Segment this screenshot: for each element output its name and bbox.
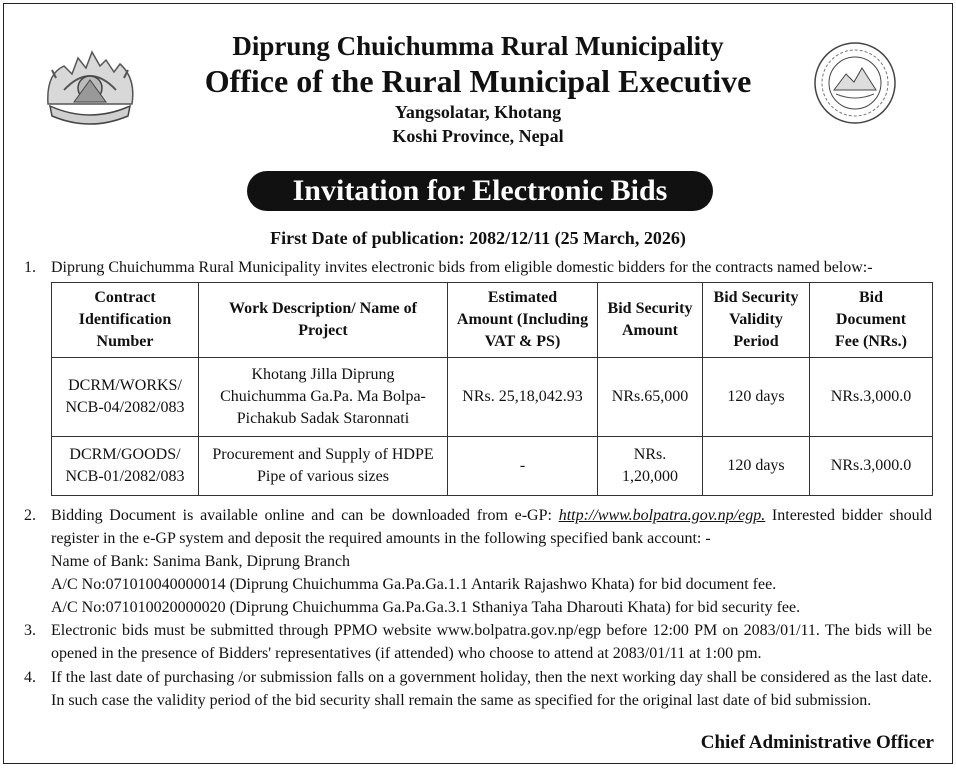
- cell-line: DCRM/WORKS/: [68, 377, 182, 394]
- clause-text: [51, 504, 932, 619]
- clause-text-part: Bidding Document is available online and can be downloaded from e-GP:: [51, 507, 559, 524]
- cell-line: Contract: [94, 289, 156, 306]
- cell-line: NRs.3,000.0: [830, 388, 912, 405]
- col-header-bid-security-amount: [598, 283, 703, 358]
- cell-line: -: [519, 457, 526, 474]
- cell-line: Amount (Including: [456, 311, 589, 328]
- cell-line: 120 days: [727, 388, 785, 405]
- cell-line: NRs. 25,18,042.93: [462, 388, 583, 405]
- cell-line: Pichakub Sadak Staronnati: [236, 410, 410, 427]
- clause-number: 4.: [24, 669, 36, 686]
- clause-text: Electronic bids must be submitted through PPMO website www.bolpatra.gov.np/egp before 12:00 PM on 2083/01/11. The bids will be opened in the presence of Bidders' representatives (if attended) who choose to attend at 2083/01/11 at 1:00 pm.: [51, 622, 932, 662]
- cell-line: Fee (NRs.): [835, 333, 907, 350]
- clause-text: If the last date of purchasing /or submission falls on a government holiday, then the next working day shall be considered as the last date. In such case the validity period of the bid security shall remain the same as specified for the original last date of bid submission.: [51, 669, 932, 709]
- cell-line: Number: [96, 333, 154, 350]
- cell-bid-document-fee: [810, 437, 933, 496]
- signatory-title: Chief Administrative Officer: [700, 732, 934, 753]
- municipality-name: Diprung Chuichumma Rural Municipality: [232, 31, 724, 61]
- cell-estimated-amount: [448, 358, 598, 437]
- col-header-contract-id: [52, 283, 199, 358]
- cell-line: Identification: [78, 311, 172, 328]
- cell-line: Procurement and Supply of HDPE: [212, 446, 434, 463]
- notice-page: [3, 3, 953, 764]
- cell-line: NRs.: [633, 446, 667, 463]
- cell-line: Period: [733, 333, 779, 350]
- table-header-row: [52, 283, 933, 358]
- cell-line: Estimated: [487, 289, 558, 306]
- cell-bid-security-amount: [598, 358, 703, 437]
- cell-line: NCB-01/2082/083: [65, 468, 185, 485]
- cell-line: Bid: [858, 289, 883, 306]
- cell-bid-document-fee: [810, 358, 933, 437]
- cell-line: DCRM/GOODS/: [69, 446, 181, 463]
- col-header-bid-document-fee: [810, 283, 933, 358]
- cell-bid-security-validity: [703, 358, 810, 437]
- office-name: Office of the Rural Municipal Executive: [204, 63, 752, 99]
- cell-line: NRs.3,000.0: [830, 457, 912, 474]
- cell-line: Project: [298, 322, 348, 339]
- col-header-estimated-amount: [448, 283, 598, 358]
- clause-number: 1.: [24, 259, 36, 276]
- account-document-fee: A/C No:071010040000014 (Diprung Chuichumma Ga.Pa.Ga.1.1 Antarik Rajashwo Khata) for bid document fee.: [51, 576, 777, 593]
- table-row: [52, 437, 933, 496]
- clause-3: [24, 619, 932, 665]
- cell-line: Bid Security: [713, 289, 799, 306]
- cell-line: Work Description/ Name of: [229, 300, 417, 317]
- clause-4: [24, 666, 932, 712]
- cell-estimated-amount: [448, 437, 598, 496]
- clause-1: [24, 256, 932, 279]
- bank-name: Name of Bank: Sanima Bank, Diprung Branch: [51, 553, 351, 570]
- clause-text-part: Interested bidder should register in the e-GP system and deposit the required amounts in the following specified bank account: -: [51, 507, 933, 547]
- cell-line: Amount: [621, 322, 678, 339]
- cell-bid-security-amount: [598, 437, 703, 496]
- cell-line: 120 days: [727, 457, 785, 474]
- cell-line: Bid Security: [607, 300, 693, 317]
- cell-contract-id: [52, 437, 199, 496]
- cell-line: NRs.65,000: [611, 388, 689, 405]
- cell-contract-id: [52, 358, 199, 437]
- table-row: [52, 358, 933, 437]
- address-line-1: Yangsolatar, Khotang: [394, 102, 562, 122]
- cell-line: 1,20,000: [622, 468, 678, 485]
- cell-line: Khotang Jilla Diprung: [251, 366, 395, 383]
- cell-line: Chuichumma Ga.Pa. Ma Bolpa-: [220, 388, 426, 405]
- col-header-work-description: [199, 283, 448, 358]
- publication-date: First Date of publication: 2082/12/11 (25 March, 2026): [270, 228, 686, 248]
- clause-2: [24, 504, 932, 619]
- cell-bid-security-validity: [703, 437, 810, 496]
- cell-line: Pipe of various sizes: [257, 468, 389, 485]
- cell-line: VAT & PS): [484, 333, 561, 350]
- clause-number: 2.: [24, 507, 36, 524]
- notice-title-banner: Invitation for Electronic Bids: [247, 171, 713, 211]
- clause-text: Diprung Chuichumma Rural Municipality invites electronic bids from eligible domestic bidders for the contracts named below:-: [51, 259, 873, 276]
- cell-line: Document: [835, 311, 907, 328]
- account-bid-security: A/C No:071010020000020 (Diprung Chuichumma Ga.Pa.Ga.3.1 Sthaniya Taha Dharouti Khata) for bid security fee.: [51, 599, 801, 616]
- cell-line: NCB-04/2082/083: [65, 399, 185, 416]
- address-line-2: Koshi Province, Nepal: [392, 126, 564, 146]
- office-header: [4, 30, 952, 148]
- egp-link[interactable]: http://www.bolpatra.gov.np/egp.: [558, 507, 766, 524]
- cell-work-description: [199, 358, 448, 437]
- col-header-bid-security-validity: [703, 283, 810, 358]
- bids-table: [51, 282, 933, 496]
- clause-number: 3.: [24, 622, 36, 639]
- cell-line: Validity: [729, 311, 783, 328]
- cell-work-description: [199, 437, 448, 496]
